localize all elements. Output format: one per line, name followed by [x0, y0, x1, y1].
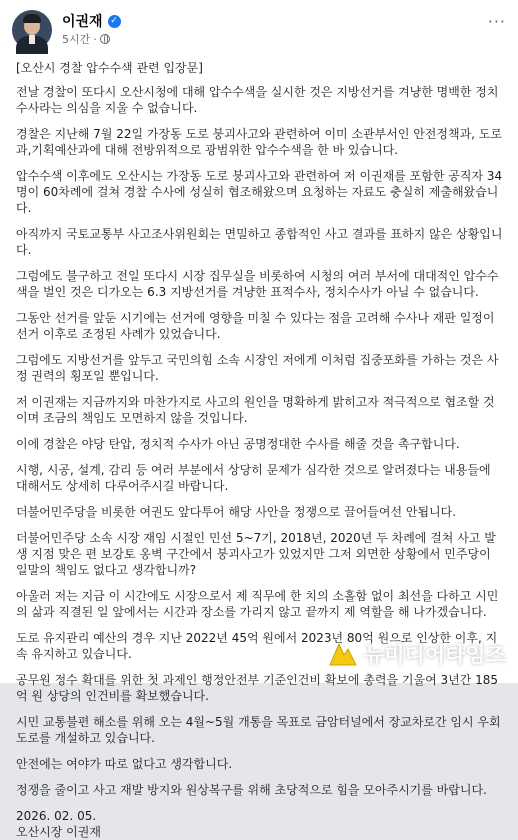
post-paragraph: 아울러 저는 지금 이 시간에도 시장으로서 제 직무에 한 치의 소홀함 없이 최선을 다하고 시민의 삶과 직결된 일 앞에서는 시간과 장소를 가리지 않고 끝까지 제 역할을 해 나가겠습니다. — [16, 589, 499, 619]
post-paragraph: 전날 경찰이 또다시 오산시청에 대해 압수수색을 실시한 것은 지방선거를 겨냥한 명백한 정치수사라는 의심을 지울 수 없습니다. — [16, 85, 499, 115]
post-header — [12, 10, 506, 50]
watermark-text: 뉴미디어타임즈 — [363, 643, 506, 667]
post-paragraph: 경찰은 지난해 7월 22일 가장동 도로 붕괴사고와 관련하여 이미 소관부서인 안전정책과, 도로과,기획예산과에 대해 전방위적으로 광범위한 압수수색을 한 바 있습니다. — [16, 127, 502, 157]
post-paragraph: 그럼에도 지방선거를 앞두고 국민의힘 소속 시장인 저에게 이처럼 집중포화를 가하는 것은 사정 권력의 횡포일 뿐입니다. — [16, 353, 499, 383]
post-paragraph: 이에 경찰은 야당 탄압, 정치적 수사가 아닌 공명정대한 수사를 해줄 것을 촉구합니다. — [16, 437, 460, 451]
post-meta — [62, 31, 110, 47]
verified-badge-icon: ✓ — [108, 15, 121, 28]
post-timestamp[interactable]: 5시간 — [62, 33, 91, 46]
post-paragraph: 저 이권재는 지금까지와 마찬가지로 사고의 원인을 명확하게 밝히고자 적극적으로 협조할 것이며 조금의 책임도 모면하지 않을 것입니다. — [16, 395, 495, 425]
post-paragraph: 아직까지 국토교통부 사고조사위원회는 면밀하고 종합적인 사고 결과를 표하지 않은 상황입니다. — [16, 227, 503, 257]
watermark — [328, 639, 506, 669]
post-signature: 오산시장 이권재 — [16, 825, 101, 839]
watermark-logo-icon — [328, 641, 358, 667]
author-avatar[interactable] — [12, 10, 52, 50]
post-paragraph: 더불어민주당 소속 시장 재임 시절인 민선 5~7기, 2018년, 2020년 두 차례에 걸쳐 사고 발생 지점 맞은 편 보강토 옹벽 구간에서 붕괴사고가 있었지만 그저 외면한 상황에서 민주당이 일말의 책임도 없다고 생각합니까? — [16, 531, 496, 577]
post-paragraph: 그럼에도 불구하고 전일 또다시 시장 집무실을 비롯하여 시청의 여러 부서에 대대적인 압수수색을 벌인 것은 디가오는 6.3 지방선거를 겨냥한 표적수사, 정치수사가 아닐 수 없습니다. — [16, 269, 499, 299]
post-date: 2026. 02. 05. — [16, 809, 97, 823]
post-paragraph: 그동안 선거를 앞둔 시기에는 선거에 영향을 미칠 수 있다는 점을 고려해 수사나 재판 일정이 선거 이후로 조정된 사례가 있었습니다. — [16, 311, 495, 341]
post-paragraph: 공무원 정수 확대를 위한 첫 과제인 행정안전부 기준인건비 확보에 총력을 기울여 3년간 185억 원 상당의 인건비를 확보했습니다. — [16, 673, 499, 703]
post-paragraph: 도로 유지관리 예산의 경우 지난 2022년 45억 원에서 2023년 80억 원으로 인상한 이후, 지속 유지하고 있습니다. — [16, 631, 498, 661]
post-paragraph: 압수수색 이후에도 오산시는 가장동 도로 붕괴사고와 관련하여 저 이권재를 포함한 공직자 34명이 60차례에 걸쳐 경찰 수사에 성실히 협조해왔으며 요청하는 자료도 충실히 제출해왔습니다. — [16, 169, 503, 215]
globe-icon[interactable] — [100, 34, 110, 44]
post-body — [16, 60, 504, 840]
meta-separator: · — [93, 32, 97, 46]
post-paragraph: 더불어민주당을 비롯한 여권도 앞다투어 해당 사안을 정쟁으로 끌어들여선 안됩니다. — [16, 505, 457, 519]
author-row — [62, 11, 121, 31]
post-paragraph: 안전에는 여야가 따로 없다고 생각합니다. — [16, 757, 233, 771]
author-name[interactable]: 이권재 — [62, 14, 103, 30]
post-title: [오산시 경찰 압수수색 관련 입장문] — [16, 61, 203, 75]
post-paragraph: 시민 교통불편 해소를 위해 오는 4월~5월 개통을 목표로 금암터널에서 장교차로간 임시 우회도로를 개설하고 있습니다. — [16, 715, 501, 745]
more-options-icon[interactable]: ··· — [487, 12, 506, 31]
post-paragraph: 정쟁을 줄이고 사고 재발 방지와 원상복구를 위해 초당적으로 힘을 모아주시기를 바랍니다. — [16, 783, 487, 797]
post-paragraph: 시행, 시공, 설계, 감리 등 여러 부분에서 상당히 문제가 심각한 것으로 알려졌다는 내용들에 대해서도 상세히 다루어주시길 바랍니다. — [16, 463, 491, 493]
